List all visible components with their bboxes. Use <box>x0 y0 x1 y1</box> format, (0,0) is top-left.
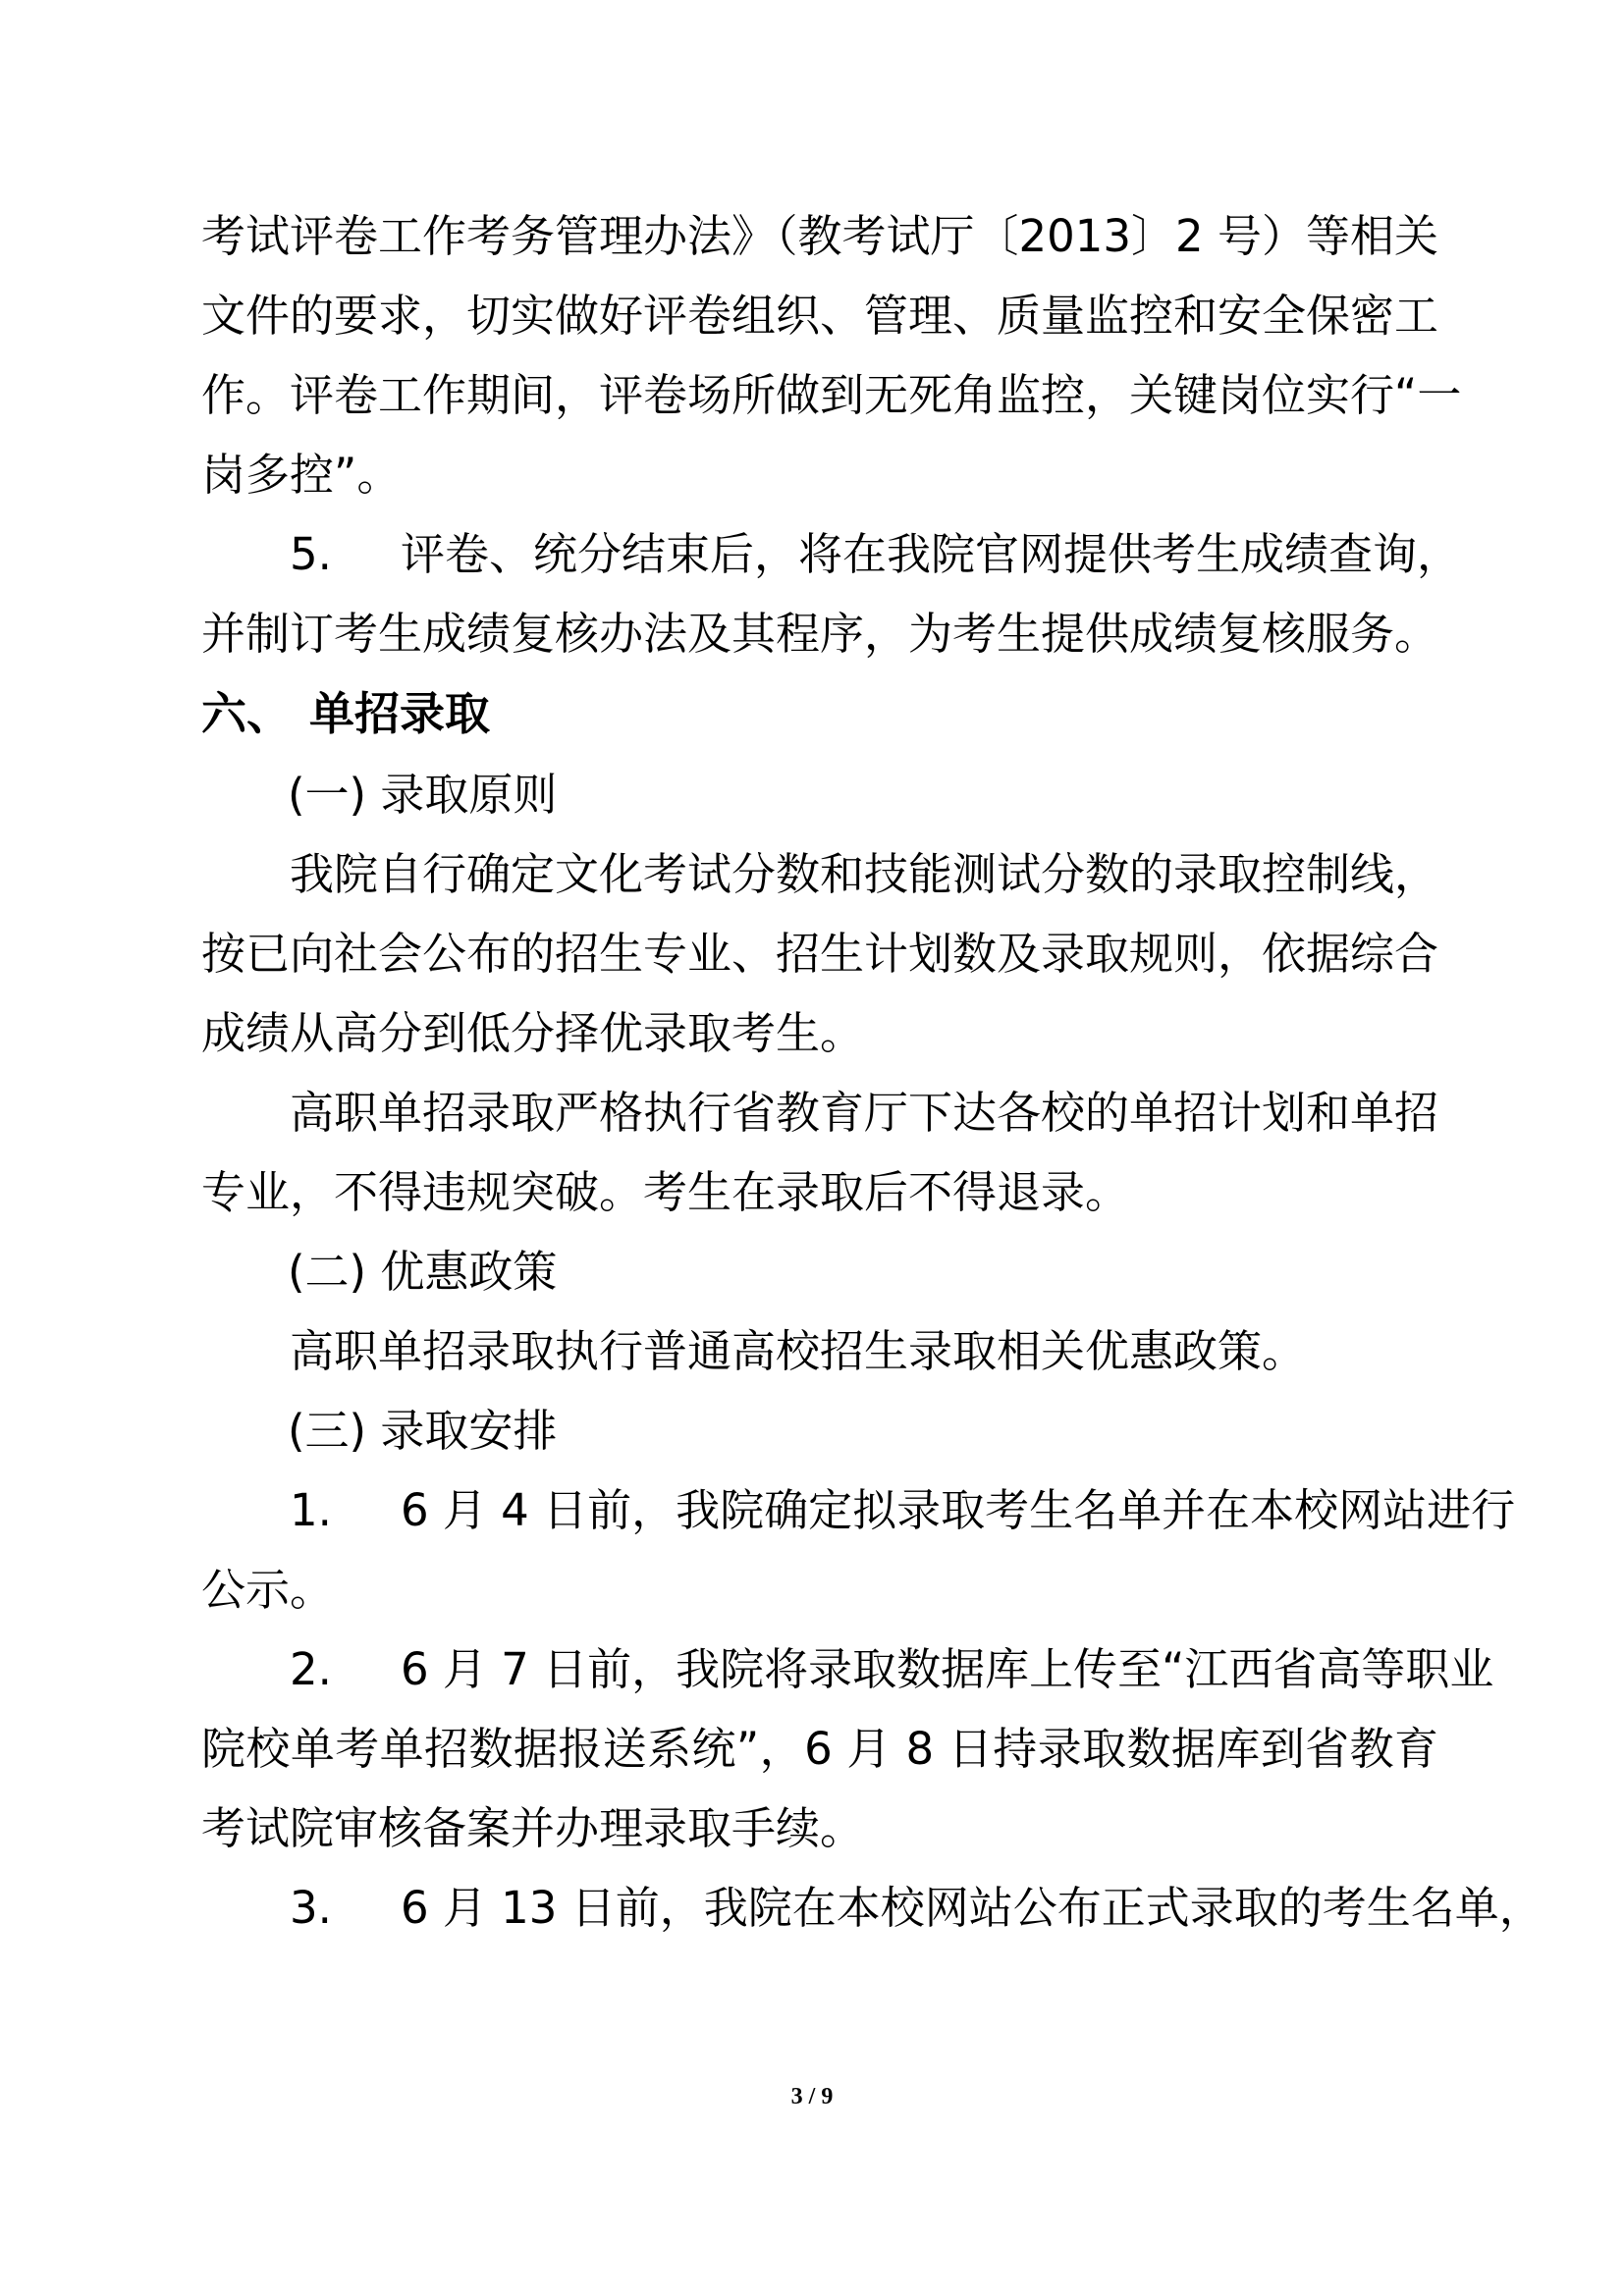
paragraph-line: 考试院审核备案并办理录取手续。 <box>201 1802 865 1854</box>
paragraph-line: 岗多控”。 <box>201 449 402 501</box>
item-text: 6 月 4 日前，我院确定拟录取考生名单并在本校网站进行 <box>400 1484 1516 1536</box>
paragraph-line: 专业，不得违规突破。考生在录取后不得退录。 <box>201 1166 1130 1218</box>
paragraph-line: 高职单招录取执行普通高校招生录取相关优惠政策。 <box>290 1325 1307 1377</box>
paragraph-line: 高职单招录取严格执行省教育厅下达各校的单招计划和单招 <box>290 1087 1439 1139</box>
paragraph-line: 作。评卷工作期间，评卷场所做到无死角监控，关键岗位实行“一 <box>201 369 1462 421</box>
paragraph-line: 公示。 <box>201 1564 335 1616</box>
arrangement-item-2 <box>201 1643 1494 1695</box>
subsection-title: (一) 录取原则 <box>288 769 558 821</box>
paragraph-line: 并制订考生成绩复核办法及其程序，为考生提供成绩复核服务。 <box>201 608 1439 660</box>
paragraph-line: 成绩从高分到低分择优录取考生。 <box>201 1007 865 1059</box>
paragraph-line: 我院自行确定文化考试分数和技能测试分数的录取控制线， <box>290 848 1439 900</box>
item-5 <box>201 528 1461 580</box>
section-title: 单招录取 <box>309 687 490 740</box>
paragraph-line: 按已向社会公布的招生专业、招生计划数及录取规则，依据综合 <box>201 928 1439 980</box>
item-number: 5. <box>290 528 332 580</box>
subsection-title: (三) 录取安排 <box>288 1405 558 1457</box>
item-number: 1. <box>290 1484 332 1536</box>
section-number: 六、 <box>201 687 292 740</box>
page-number: 3 / 9 <box>790 2084 834 2109</box>
section-heading <box>201 687 1438 740</box>
arrangement-item-3 <box>201 1882 1543 1934</box>
arrangement-item-1 <box>201 1484 1516 1536</box>
item-number: 3. <box>290 1882 332 1934</box>
page-content <box>201 210 1543 1965</box>
paragraph-line: 文件的要求，切实做好评卷组织、管理、质量监控和安全保密工 <box>201 290 1439 342</box>
item-number: 2. <box>290 1643 332 1695</box>
item-text: 6 月 13 日前，我院在本校网站公布正式录取的考生名单， <box>400 1882 1543 1934</box>
subsection-title: (二) 优惠政策 <box>288 1246 558 1298</box>
paragraph-line: 院校单考单招数据报送系统”，6 月 8 日持录取数据库到省教育 <box>201 1723 1438 1775</box>
item-text: 6 月 7 日前，我院将录取数据库上传至“江西省高等职业 <box>400 1643 1494 1695</box>
item-text: 评卷、统分结束后，将在我院官网提供考生成绩查询， <box>400 528 1461 580</box>
paragraph-line: 考试评卷工作考务管理办法》（教考试厅〔2013〕2 号）等相关 <box>201 210 1438 262</box>
